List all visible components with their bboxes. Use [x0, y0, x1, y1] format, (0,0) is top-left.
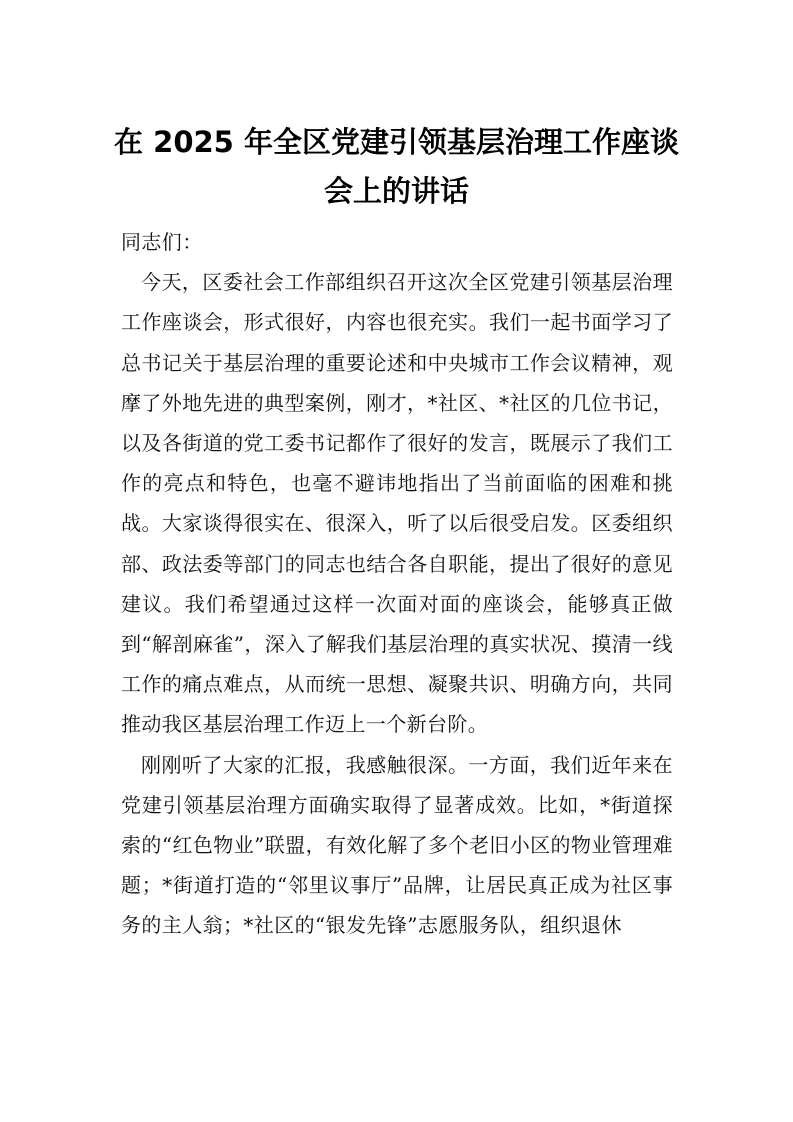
salutation: 同志们： — [121, 230, 203, 254]
document-title: 在 2025 年全区党建引领基层治理工作座谈会上的讲话 — [114, 125, 679, 208]
document-body — [121, 222, 673, 946]
paragraph-1: 今天，区委社会工作部组织召开这次全区党建引领基层治理工作座谈会，形式很好，内容也很充实。我们一起书面学习了总书记关于基层治理的重要论述和中央城市工作会议精神，观摩了外地先进的典型案例，刚才，*社区、*社区的几位书记，以及各街道的党工委书记都作了很好的发言，既展示了我们工作的亮点和特色，也毫不避讳地指出了当前面临的困难和挑战。大家谈得很实在、很深入，听了以后很受启发。区委组织部、政法委等部门的同志也结合各自职能，提出了很好的意见建议。我们希望通过这样一次面对面的座谈会，能够真正做到“解剖麻雀”，深入了解我们基层治理的真实状况、摸清一线工作的痛点难点，从而统一思想、凝聚共识、明确方向，共同推动我区基层治理工作迈上一个新台阶。 — [121, 270, 673, 737]
paragraph-2: 刚刚听了大家的汇报，我感触很深。一方面，我们近年来在党建引领基层治理方面确实取得了显著成效。比如，*街道探索的“红色物业”联盟，有效化解了多个老旧小区的物业管理难题；*街道打造的“邻里议事厅”品牌，让居民真正成为社区事务的主人翁；*社区的“银发先锋”志愿服务队，组织退休 — [121, 752, 673, 938]
